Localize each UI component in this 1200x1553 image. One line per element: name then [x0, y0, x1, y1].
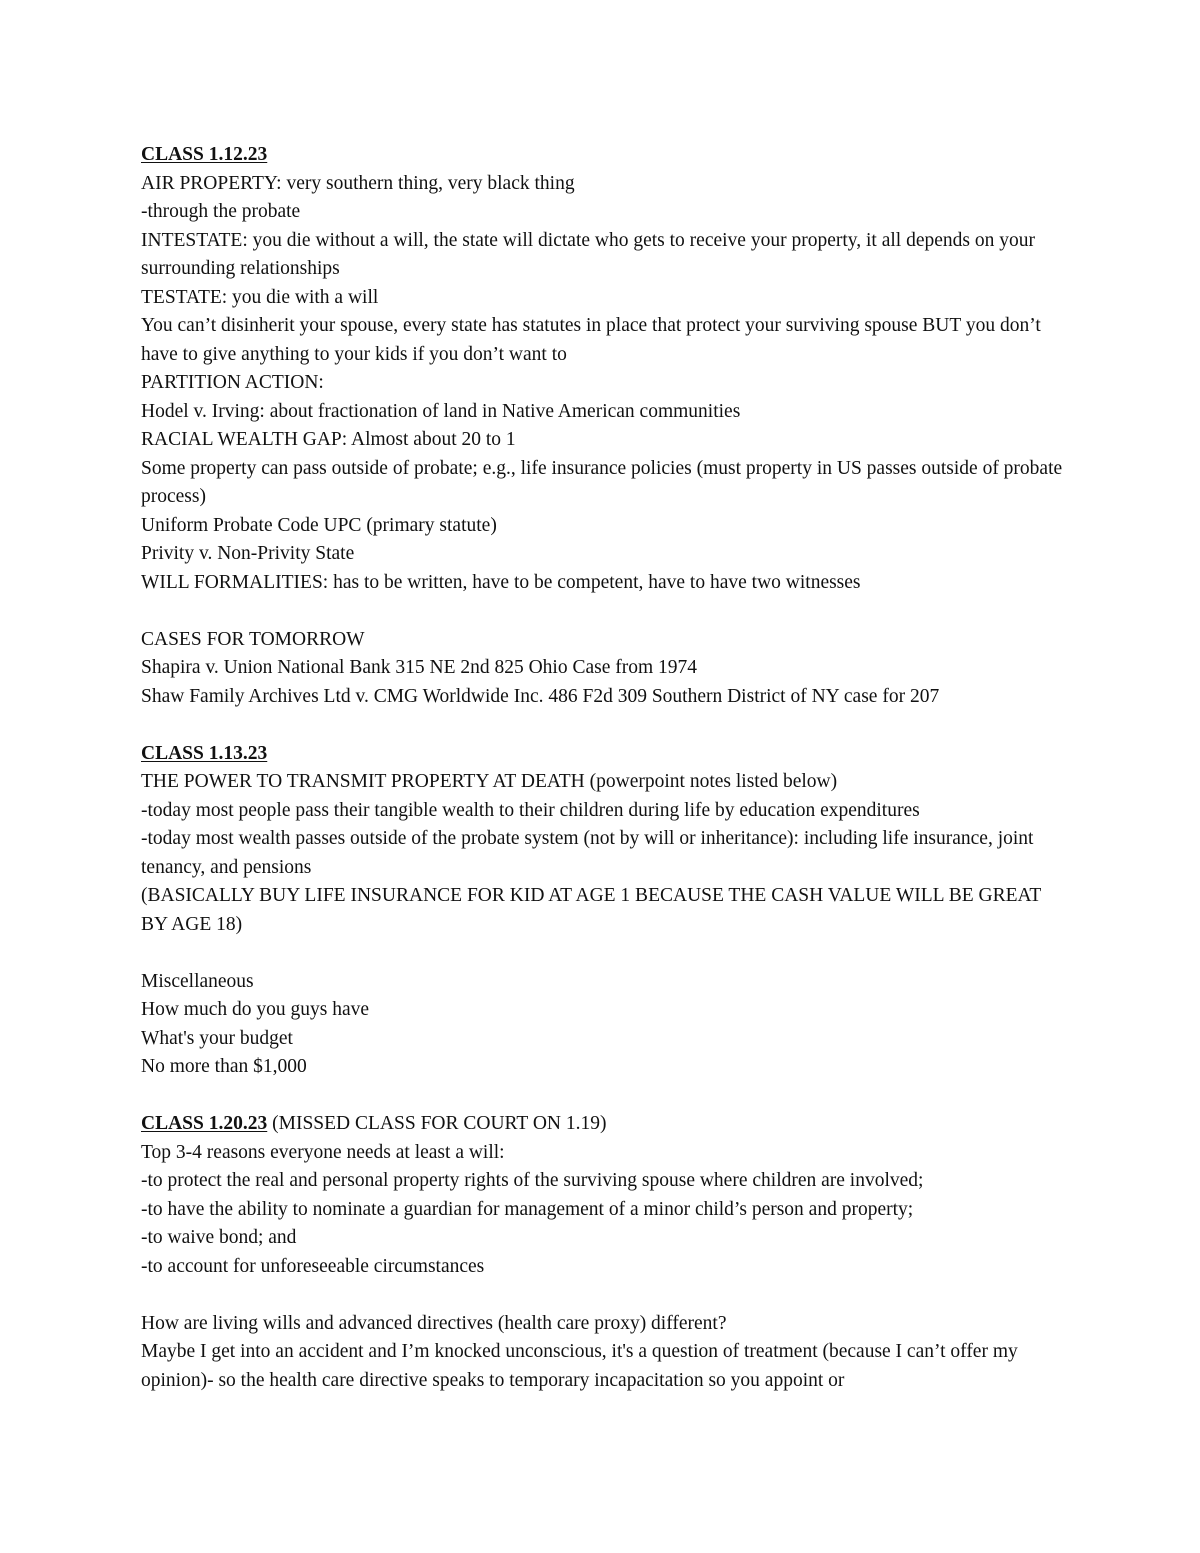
cases-section	[141, 626, 1066, 712]
note-line: No more than $1,000	[141, 1056, 307, 1077]
note-line: WILL FORMALITIES: has to be written, have to be competent, have to have two witnesses	[141, 571, 861, 593]
note-line: (BASICALLY BUY LIFE INSURANCE FOR KID AT AGE 1 BECAUSE THE CASH VALUE WILL BE GREAT BY AGE 18)	[141, 885, 1046, 935]
class-section-1	[141, 141, 1066, 597]
case-citation: Shaw Family Archives Ltd v. CMG Worldwide Inc. 486 F2d 309 Southern District of NY case for 207	[141, 685, 940, 707]
note-line: How much do you guys have	[141, 999, 370, 1020]
note-line: How are living wills and advanced directives (health care proxy) different?	[141, 1312, 727, 1334]
class-heading-suffix: (MISSED CLASS FOR COURT ON 1.19)	[267, 1113, 607, 1134]
note-line: -today most wealth passes outside of the probate system (not by will or inheritance): including life insurance, joint tenancy, and pensions	[141, 828, 1039, 878]
note-line: -to protect the real and personal property rights of the surviving spouse where children are involved;	[141, 1170, 924, 1191]
note-line: Privity v. Non-Privity State	[141, 543, 355, 564]
spacer	[141, 711, 1066, 740]
spacer	[141, 597, 1066, 626]
document-page	[141, 141, 1066, 1395]
note-line: PARTITION ACTION:	[141, 372, 324, 393]
note-line: Hodel v. Irving: about fractionation of land in Native American communities	[141, 400, 741, 422]
note-line: -today most people pass their tangible wealth to their children during life by education expenditures	[141, 799, 920, 821]
spacer	[141, 1281, 1066, 1310]
class-section-3	[141, 1110, 1066, 1281]
living-wills-section	[141, 1310, 1066, 1396]
cases-title: CASES FOR TOMORROW	[141, 628, 365, 650]
note-line: RACIAL WEALTH GAP: Almost about 20 to 1	[141, 429, 516, 450]
note-line: Some property can pass outside of probate; e.g., life insurance policies (must property in US passes outside of probate process)	[141, 457, 1068, 507]
note-line: AIR PROPERTY: very southern thing, very black thing	[141, 172, 575, 194]
class-heading: CLASS 1.20.23	[141, 1113, 268, 1134]
note-line: INTESTATE: you die without a will, the state will dictate who gets to receive your property, it all depends on your surrounding relationships	[141, 229, 1040, 279]
note-line: You can’t disinherit your spouse, every state has statutes in place that protect your surviving spouse BUT you don’t have to give anything to your kids if you don’t want to	[141, 315, 1046, 365]
note-line: Uniform Probate Code UPC (primary statute)	[141, 514, 497, 536]
note-line: -to account for unforeseeable circumstances	[141, 1255, 485, 1277]
spacer	[141, 1082, 1066, 1111]
note-line: What's your budget	[141, 1027, 293, 1049]
case-citation: Shapira v. Union National Bank 315 NE 2nd 825 Ohio Case from 1974	[141, 657, 698, 678]
class-heading: CLASS 1.12.23	[141, 144, 268, 165]
class-heading: CLASS 1.13.23	[141, 742, 268, 764]
note-line: -to have the ability to nominate a guardian for management of a minor child’s person and property;	[141, 1198, 914, 1220]
note-line: Maybe I get into an accident and I’m knocked unconscious, it's a question of treatment (because I can’t offer my opinion)- so the health care directive speaks to temporary incapacitation so you appoint or	[141, 1341, 1023, 1391]
note-line: -through the probate	[141, 201, 301, 222]
note-line: Top 3-4 reasons everyone needs at least a will:	[141, 1141, 505, 1163]
misc-section	[141, 968, 1066, 1082]
class-section-2	[141, 740, 1066, 940]
note-line: THE POWER TO TRANSMIT PROPERTY AT DEATH (powerpoint notes listed below)	[141, 771, 838, 792]
misc-title: Miscellaneous	[141, 970, 254, 992]
note-line: TESTATE: you die with a will	[141, 286, 379, 308]
note-line: -to waive bond; and	[141, 1227, 297, 1248]
spacer	[141, 939, 1066, 968]
class-heading-row	[141, 1110, 1066, 1139]
